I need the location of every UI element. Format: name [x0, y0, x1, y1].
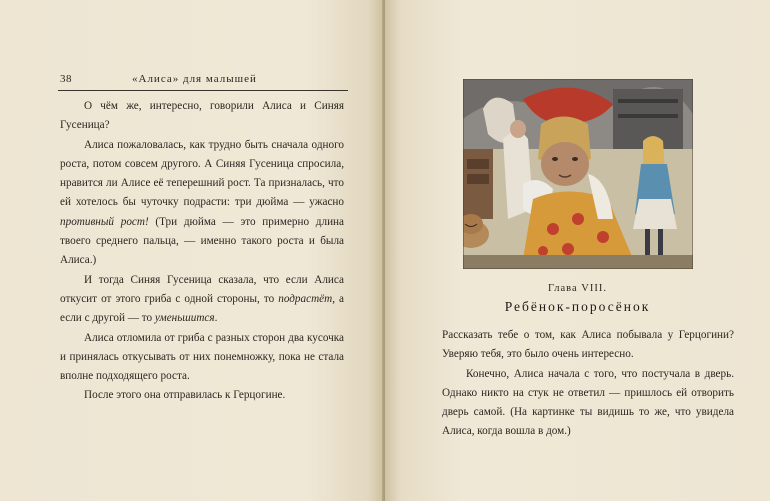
paragraph: Конечно, Алиса начала с того, что постучала в дверь. Однако никто на стук не ответил — пришлось ей отворить дверь самой. (На картинке ты видишь то же, что увидела Алиса, когда вошла в дом.) — [442, 367, 734, 438]
running-head-title: «Алиса» для малышей — [132, 73, 257, 85]
paragraph: Алиса отломила от гриба с разных сторон два кусочка и принялась откусывать от них понемножку, пока не стала вполне подходящего роста. — [60, 331, 344, 383]
paragraph: Рассказать тебе о том, как Алиса побывала у Герцогини? Уверяю тебя, это было очень интересно. — [442, 329, 734, 361]
left-page-text — [60, 97, 344, 406]
paragraph: Алиса пожаловалась, как трудно быть сначала одного роста, потом совсем другого. А Синяя Гусеница спросила, нравится ли Алисе её теперешний рост. Та призналась, что ей хотелось бы чуточку подрасти: три дюйма — ужасно противный рост! (Три дюйма — это примерно длина твоего среднего пальца, — именно такого роста и была Алиса.) — [60, 138, 345, 267]
right-page-text — [442, 326, 734, 442]
chapter-title: Ребёнок-поросёнок — [504, 299, 651, 314]
paragraph: После этого она отправилась к Герцогине. — [84, 389, 286, 402]
paragraph: О чём же, интересно, говорили Алиса и Синяя Гусеница? — [60, 100, 344, 132]
right-page — [385, 0, 770, 501]
italic-word: уменьшится — [154, 312, 215, 325]
header-rule — [58, 90, 348, 91]
italic-word: подрастёт — [278, 292, 333, 305]
chapter-number: Глава VIII. — [548, 283, 607, 294]
duchess-illustration — [463, 79, 693, 269]
left-page — [0, 0, 384, 501]
page-number: 38 — [60, 73, 72, 85]
italic-phrase: противный рост! — [60, 215, 149, 228]
paragraph: И тогда Синяя Гусеница сказала, что если Алиса откусит от этого гриба с одной стороны, то подрастёт, а если с другой — то уменьшится. — [60, 273, 345, 325]
